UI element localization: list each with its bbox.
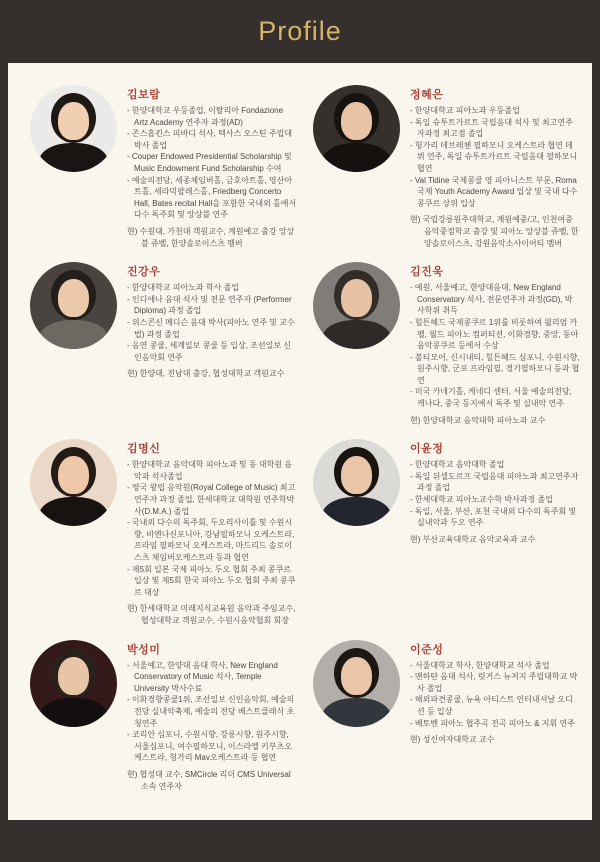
profile-bullet: - 국내외 다수의 독주회, 두오리사이틀 및 수원시향, 비엔나신포니아, 강남필하모니 오케스트라, 프라임 필하모닉 오케스트라, 마드리드 솔로이스츠 체임버오케스트라 등과 협연 — [127, 517, 297, 563]
profile-bullet: - 서울대학교 학사, 한양대학교 석사 졸업 — [410, 660, 580, 672]
profile-current-position: 현) 한세대학교 미래지식교육원 음악과 주임교수, 협성대학교 객원교수, 수원시음악협회 회장 — [127, 604, 296, 625]
profile-photo — [313, 85, 400, 172]
profile-bullet: - 독일, 서울, 부산, 포천 국내외 다수의 독주회 및 실내악과 두오 연주 — [410, 506, 580, 529]
profile-bullet: - 이화경향콩쿨1위, 조선일보 신인음악회, 예술의 전당 실내악축제, 예술의 전당 베스트클래식 초청연주 — [127, 694, 297, 729]
profile-name: 이윤정 — [410, 443, 444, 456]
profile-photo — [30, 439, 117, 526]
profile-bullets — [127, 282, 297, 363]
profile-bullet: - 존스홉킨스 피바디 석사, 텍사스 오스틴 주립대 박사 졸업 — [127, 128, 297, 151]
profile-info — [127, 262, 297, 380]
profile-bullet: - 예술의전당, 세종체임버홀, 금호아트홀, 영산아트홀, 세라믹팔레스홀, Friedberg Concerto Hall, Bates recital Hall을 포함한 국내외 홀에서 다수 독주회 및 앙상블 연주 — [127, 175, 297, 221]
profile-card — [313, 262, 580, 426]
profile-photo — [313, 439, 400, 526]
profile-bullet: - 해외파견콩쿨, 뉴욕 아티스트 인터내셔날 오디션 등 입상 — [410, 694, 580, 717]
profile-bullets — [410, 105, 580, 209]
profile-card — [313, 640, 580, 793]
profile-bullets — [127, 459, 297, 598]
portrait-face-shape — [58, 657, 89, 695]
profile-card — [313, 439, 580, 626]
profile-bullet: - 맨하탄 음대 석사, 럿거스 뉴저지 주립대학교 박사 졸업 — [410, 671, 580, 694]
profile-photo — [30, 262, 117, 349]
profile-bullet: - Val Tidine 국제콩쿨 영 피아니스트 부문, Roma 국제 Youth Academy Award 입상 및 국내 다수 콩쿠르 상위 입상 — [410, 175, 580, 210]
profile-bullet: - 음연 콩쿨, 세계일보 콩쿨 등 입상, 조선일보 신인음악회 연주 — [127, 340, 297, 363]
portrait-face-shape — [58, 456, 89, 494]
portrait-shoulders-shape — [322, 143, 391, 172]
profile-name: 이준성 — [410, 643, 444, 656]
portrait-shoulders-shape — [39, 320, 108, 349]
profile-bullets — [410, 282, 580, 410]
profile-name: 김명신 — [127, 443, 161, 456]
profile-name: 진강우 — [127, 266, 161, 279]
profile-photo — [30, 85, 117, 172]
page-header — [0, 0, 600, 63]
portrait-shoulders-shape — [322, 320, 391, 349]
profile-card — [313, 85, 580, 249]
profile-info — [410, 439, 580, 545]
profile-current-position: 현) 한양대, 전남대 출강, 협성대학교 객원교수 — [127, 369, 285, 379]
profile-photo — [313, 640, 400, 727]
portrait-face-shape — [58, 279, 89, 317]
portrait-shoulders-shape — [39, 497, 108, 526]
profile-bullet: - 영국 왕립 음악원(Royal College of Music) 최고연주자 과정 졸업, 한세대학교 대학원 연주학박사(D.M.A.) 졸업 — [127, 482, 297, 517]
profile-bullet: - Couper Endowed Presidential Scholarship 및 Music Endowment Fund Scholarship 수여 — [127, 151, 297, 174]
profile-current-position: 현) 성신여자대학교 교수 — [410, 735, 495, 745]
profile-card — [30, 439, 297, 626]
profile-bullet: - 미국 카네기홀, 케네디 센터, 서울 예술의전당, 캐나다, 중국 등지에서 독주 및 실내악 연주 — [410, 386, 580, 409]
profile-bullet: - 한세대학교 피아노교수학 박사과정 졸업 — [410, 494, 580, 506]
profile-bullet: - 한양대학교 음악대학 졸업 — [410, 459, 580, 471]
profile-bullet: - 한양대학교 피아노과 학사 졸업 — [127, 282, 297, 294]
profiles-grid — [8, 63, 592, 820]
profile-bullets — [127, 105, 297, 221]
profile-bullet: - 볼티모어, 신시내티, 힐튼헤드 심포니, 수원시향, 원주시향, 군포 프라임필, 경기필하모니 등과 협연 — [410, 352, 580, 387]
profile-photo — [313, 262, 400, 349]
portrait-shoulders-shape — [322, 497, 391, 526]
profile-current-position: 현) 수원대, 가천대 객원교수, 계원예고 출강 앙상블 쥬벨, 한양솔로이스츠 멤버 — [127, 226, 295, 248]
profile-info — [410, 640, 580, 746]
profile-bullets — [410, 660, 580, 730]
portrait-face-shape — [341, 102, 372, 140]
profile-bullet: - 서울예고, 한양대 음대 학사, New England Conservatory of Music 석사, Temple University 박사수료 — [127, 660, 297, 695]
profile-name: 박성미 — [127, 643, 161, 656]
portrait-face-shape — [58, 102, 89, 140]
profile-photo — [30, 640, 117, 727]
profile-info — [410, 262, 580, 426]
profile-name: 정혜은 — [410, 89, 444, 101]
profile-current-position: 현) 부산교육대학교 음악교육과 교수 — [410, 534, 536, 544]
profile-info — [127, 640, 297, 793]
portrait-face-shape — [341, 279, 372, 317]
profile-bullet: - 위스콘신 메디슨 음대 박사(피아노 연주 및 교수법) 과정 졸업 — [127, 317, 297, 340]
portrait-face-shape — [341, 456, 372, 494]
profile-current-position: 현) 국립강릉원주대학교, 계원예중/고, 인천여중 음악중점학교 출강 및 피아노 앙상블 쥬벨, 한양솔로이스츠, 강원음악소사이어티 멤버 — [410, 215, 579, 248]
profile-bullet: - 독일 슈투트가르트 국립음대 석사 및 최고연주자과정 최고점 졸업 — [410, 117, 580, 140]
profile-card — [30, 85, 297, 249]
profile-bullet: - 제5회 일본 국제 피아노 두오 협회 주최 콩쿠르 입상 및 제5회 한국 피아노 두오 협회 주최 콩쿠르 대상 — [127, 564, 297, 599]
profile-info — [127, 85, 297, 249]
profile-bullet: - 인디애나 음대 석사 및 전문 연주자 (Performer Diploma) 과정 졸업 — [127, 294, 297, 317]
portrait-shoulders-shape — [39, 698, 108, 727]
profile-name: 김진욱 — [410, 266, 444, 279]
profile-info — [410, 85, 580, 249]
profile-bullets — [410, 459, 580, 529]
profile-bullet: - 한양대학교 피아노과 우등졸업 — [410, 105, 580, 117]
portrait-shoulders-shape — [39, 143, 108, 172]
profile-card — [30, 640, 297, 793]
profile-current-position: 현) 협성대 교수, SMCircle 리더 CMS Universal 소속 연주자 — [127, 769, 291, 791]
profile-card — [30, 262, 297, 426]
portrait-shoulders-shape — [322, 698, 391, 727]
profile-bullet: - 코리안 심포니, 수원시향, 강릉시향, 원주시향, 서울심포니, 여수필하모니, 이스라엘 키부츠오케스트라, 헝가리 Mav오케스트라 등 협연 — [127, 729, 297, 764]
profile-bullets — [127, 660, 297, 764]
profile-bullet: - 한양대학교 음악대학 피아노과 및 동 대학원 음악과 석사졸업 — [127, 459, 297, 482]
portrait-face-shape — [341, 657, 372, 695]
page-title: Profile — [258, 16, 342, 46]
profile-name: 김보람 — [127, 89, 161, 101]
profile-current-position: 현) 한양대학교 음악대학 피아노과 교수 — [410, 415, 546, 425]
profile-bullet: - 베토벤 피아노 협주곡 전곡 피아노 & 지휘 연주 — [410, 718, 580, 730]
profile-bullet: - 한양대학교 우등졸업, 이탈리아 Fondazione Artz Academy 연주자 과정(AD) — [127, 105, 297, 128]
profile-bullet: - 헝가리 데브레첸 필하모니 오케스트라 협연 데뷔 연주, 독일 슈투트가르트 국립음대 필하모니 협연 — [410, 140, 580, 175]
profile-bullet: - 힐튼헤드 국제콩쿠르 1위를 비롯하여 윌리엄 카펠, 월드 피아노 컴퍼티션, 이화경향, 중앙, 동아음악콩쿠르 등에서 수상 — [410, 317, 580, 352]
profile-bullet: - 예원, 서울예고, 한양대음대, New England Conservatory 석사, 전문연주자 과정(GD), 박사학위 취득 — [410, 282, 580, 317]
profile-info — [127, 439, 297, 626]
profile-bullet: - 독일 뒤셀도르프 국립음대 피아노과 최고연주자과정 졸업 — [410, 471, 580, 494]
